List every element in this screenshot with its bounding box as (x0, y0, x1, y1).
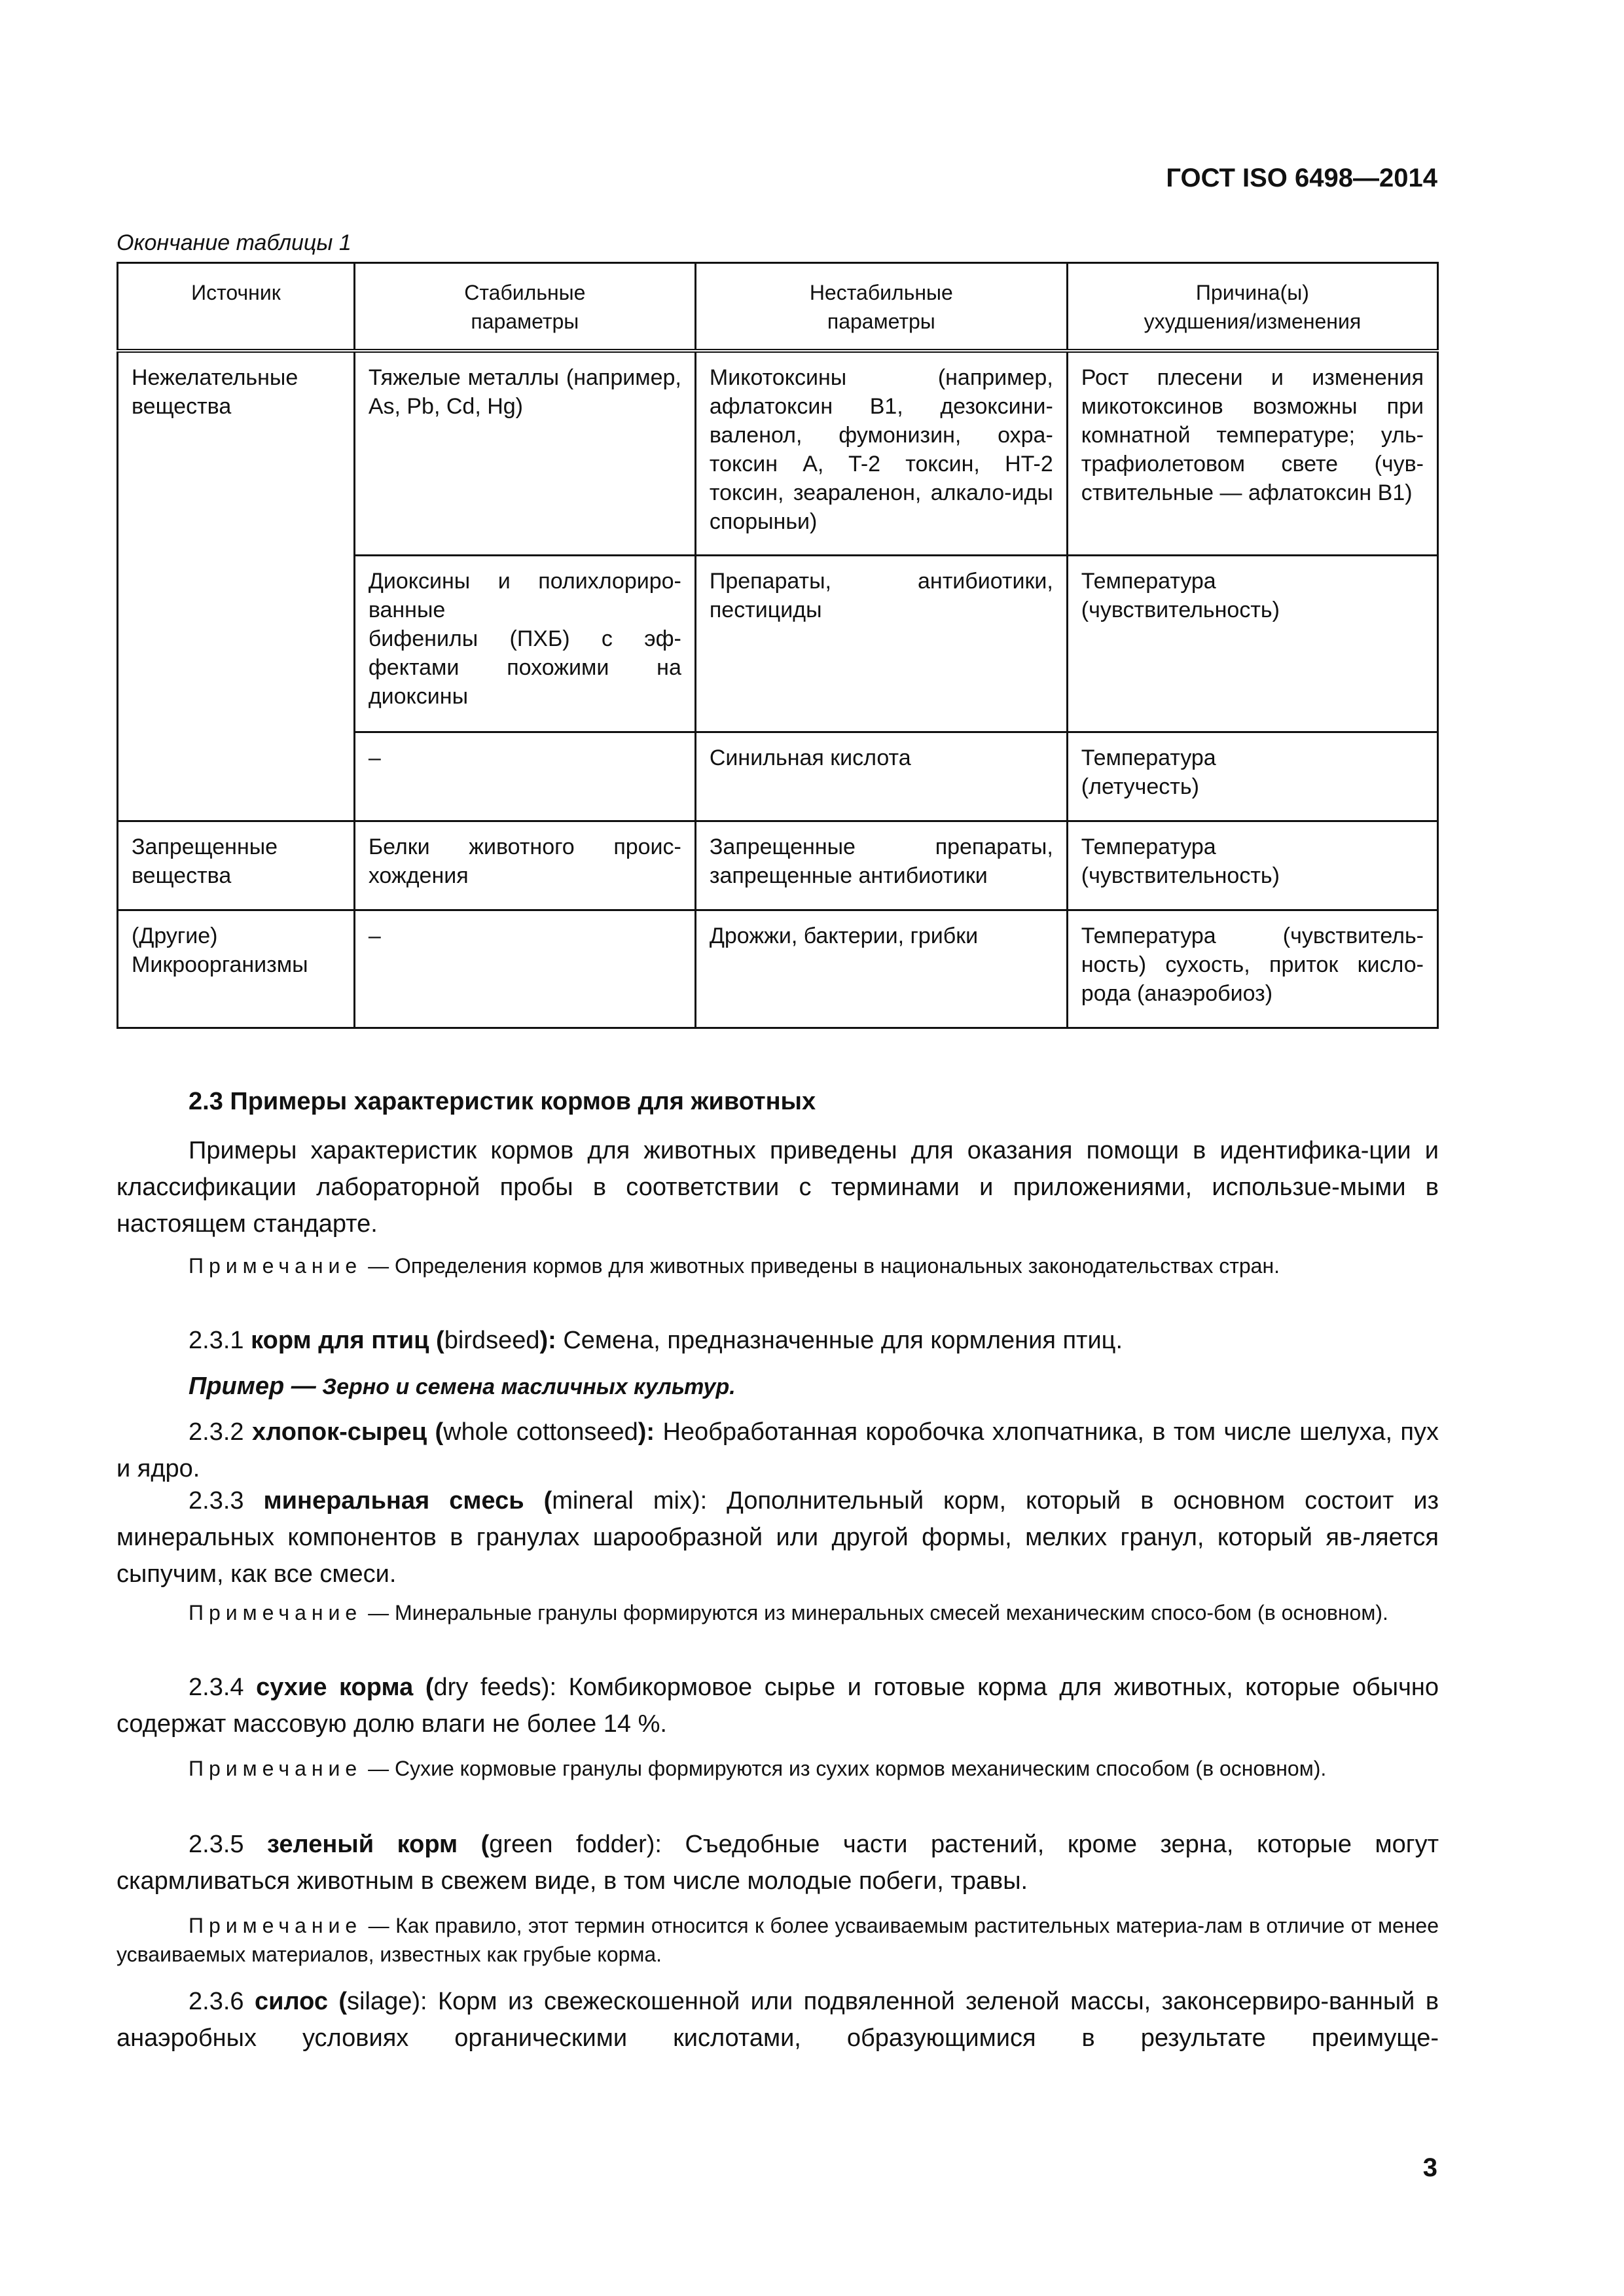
cell-stable: – (354, 910, 695, 1028)
cell-unstable: Запрещенные препараты, запрещенные антибиотики (695, 821, 1067, 910)
item-definition: Корм из свежескошенной или подвяленной зеленой массы, законсервиро-ванный в анаэробных условиях органическими кислотами, образующимися в результате преимуще- (117, 1988, 1439, 2052)
note-text: — Сухие кормовые гранулы формируются из сухих кормов механическим способом (в основном). (362, 1757, 1327, 1780)
item-number: 2.3.2 (189, 1418, 244, 1446)
note-label: Примечание (189, 1254, 363, 1278)
cell-unstable: Синильная кислота (695, 732, 1067, 821)
note-label: Примечание (189, 1914, 363, 1937)
item-2-3-4: 2.3.4 сухие корма (dry feeds): Комбикормовое сырье и готовые корма для животных, которые обычно содержат массовую долю влаги не более 14 %. (117, 1674, 1439, 1738)
header-source: Источник (118, 263, 355, 351)
item-term: силос (254, 1988, 328, 2015)
item-term: минеральная смесь (263, 1487, 524, 1515)
item-term: корм для птиц (251, 1327, 429, 1354)
note-text: — Минеральные гранулы формируются из минеральных смесей механическим спосо-бом (в основном). (362, 1601, 1388, 1624)
section-intro (117, 1132, 1439, 1242)
cell-source: Запрещенные вещества (118, 821, 355, 910)
cell-unstable: Дрожжи, бактерии, грибки (695, 910, 1067, 1028)
item-english: whole cottonseed (443, 1418, 638, 1446)
item-number: 2.3.5 (189, 1831, 244, 1858)
item-term: хлопок-сырец (251, 1418, 427, 1446)
item-number: 2.3.4 (189, 1674, 244, 1701)
cell-unstable: Препараты, антибиотики, пестициды (695, 555, 1067, 732)
item-2-3-1: 2.3.1 корм для птиц (birdseed): Семена, предназначенные для кормления птиц. (189, 1327, 1123, 1354)
note-0 (117, 1251, 1439, 1280)
cell-stable: – (354, 732, 695, 821)
note-text: — Определения кормов для животных приведены в национальных законодательствах стран. (362, 1254, 1280, 1278)
cell-cause: Температура (летучесть) (1067, 732, 1437, 821)
header-stable: Стабильные параметры (354, 263, 695, 351)
item-2-3-3: 2.3.3 минеральная смесь (mineral mix): Дополнительный корм, который в основном состоит из минеральных компонентов в гранулах шарообразной или другой формы, мелких гранул, который яв-ляется сыпучим, как все смеси. (117, 1487, 1439, 1588)
note-3 (117, 1911, 1439, 1969)
table-header-row (118, 263, 1438, 351)
example-text: Зерно и семена масличных культур. (316, 1374, 736, 1399)
document-code: ГОСТ ISO 6498—2014 (1166, 164, 1437, 192)
item-2-3-5: 2.3.5 зеленый корм (green fodder): Съедобные части растений, кроме зерна, которые могут скармливаться животным в свежем виде, в том числе молодые побеги, травы. (117, 1831, 1439, 1895)
item-definition: Необработанная коробочка хлопчатника, в том числе шелуха, пух и ядро. (117, 1418, 1439, 1482)
note-2 (117, 1754, 1439, 1783)
item-number: 2.3.6 (189, 1988, 244, 2015)
example (117, 1368, 1439, 1405)
table-caption: Окончание таблицы 1 (117, 230, 352, 255)
cell-stable: Тяжелые металлы (например, As, Pb, Cd, Hg) (354, 351, 695, 555)
item-english: green fodder (489, 1831, 647, 1858)
item-english: birdseed (444, 1327, 540, 1354)
item-term: сухие корма (256, 1674, 414, 1701)
item-term: зеленый корм (267, 1831, 458, 1858)
item-english: silage (347, 1988, 412, 2015)
item-number: 2.3.1 (189, 1327, 244, 1354)
header-cause: Причина(ы) ухудшения/изменения (1067, 263, 1437, 351)
table-row (118, 910, 1438, 1028)
cell-cause: Температура (чувствительность) (1067, 821, 1437, 910)
item-definition: Съедобные части растений, кроме зерна, которые могут скармливаться животным в свежем виде, в том числе молодые побеги, травы. (117, 1831, 1439, 1895)
section-title (117, 1083, 1439, 1120)
parameters-table (117, 262, 1439, 1029)
header-unstable: Нестабильные параметры (695, 263, 1067, 351)
cell-cause: Температура (чувствитель-ность) сухость, приток кисло-рода (анаэробиоз) (1067, 910, 1437, 1028)
item-definition: Комбикормовое сырье и готовые корма для животных, которые обычно содержат массовую долю влаги не более 14 %. (117, 1674, 1439, 1738)
item-number: 2.3.3 (189, 1487, 244, 1515)
note-label: Примечание (189, 1757, 363, 1780)
example-label: Пример — (189, 1372, 316, 1400)
cell-source: Нежелательные вещества (118, 351, 355, 821)
item-english: dry feeds (433, 1674, 541, 1701)
section-heading: 2.3 Примеры характеристик кормов для животных (189, 1088, 816, 1115)
table-row (118, 351, 1438, 555)
cell-source: (Другие) Микроорганизмы (118, 910, 355, 1028)
intro-paragraph: Примеры характеристик кормов для животных приведены для оказания помощи в идентифика-ции и классификации лабораторной пробы в соответствии с терминами и приложениями, использue-мыми в настоящем стандарте. (117, 1137, 1439, 1238)
cell-cause: Рост плесени и изменения микотоксинов возможны при комнатной температуре; уль-трафиолетовом свете (чув-ствительные — афлатоксин B1) (1067, 351, 1437, 555)
item-2-3-2: 2.3.2 хлопок-сырец (whole cottonseed): Необработанная коробочка хлопчатника, в том числе шелуха, пух и ядро. (117, 1418, 1439, 1482)
table-row (118, 821, 1438, 910)
page-number: 3 (1422, 2153, 1437, 2182)
note-1 (117, 1598, 1439, 1627)
item-english: mineral mix (552, 1487, 692, 1515)
cell-cause: Температура (чувствительность) (1067, 555, 1437, 732)
cell-stable: Диоксины и полихлориро-ванные бифенилы (ПХБ) с эф-фектами похожими на диоксины (354, 555, 695, 732)
note-text: — Как правило, этот термин относится к более усваиваемым растительных материа-лам в отличие от менее усваиваемых материалов, известных как грубые корма. (117, 1914, 1439, 1966)
cell-unstable: Микотоксины (например, афлатоксин B1, дезоксини-валенол, фумонизин, охра-токсин A, T-2 токсин, HT-2 токсин, зеараленон, алкало-иды спорыньи) (695, 351, 1067, 555)
item-definition: Семена, предназначенные для кормления птиц. (556, 1327, 1123, 1354)
cell-stable: Белки животного проис-хождения (354, 821, 695, 910)
item-definition: Дополнительный корм, который в основном состоит из минеральных компонентов в гранулах шарообразной или другой формы, мелких гранул, который яв-ляется сыпучим, как все смеси. (117, 1487, 1439, 1588)
note-label: Примечание (189, 1601, 363, 1624)
item-2-3-6: 2.3.6 силос (silage): Корм из свежескошенной или подвяленной зеленой массы, законсервиро-ванный в анаэробных условиях органическими кислотами, образующимися в результате преимуще- (117, 1988, 1439, 2052)
